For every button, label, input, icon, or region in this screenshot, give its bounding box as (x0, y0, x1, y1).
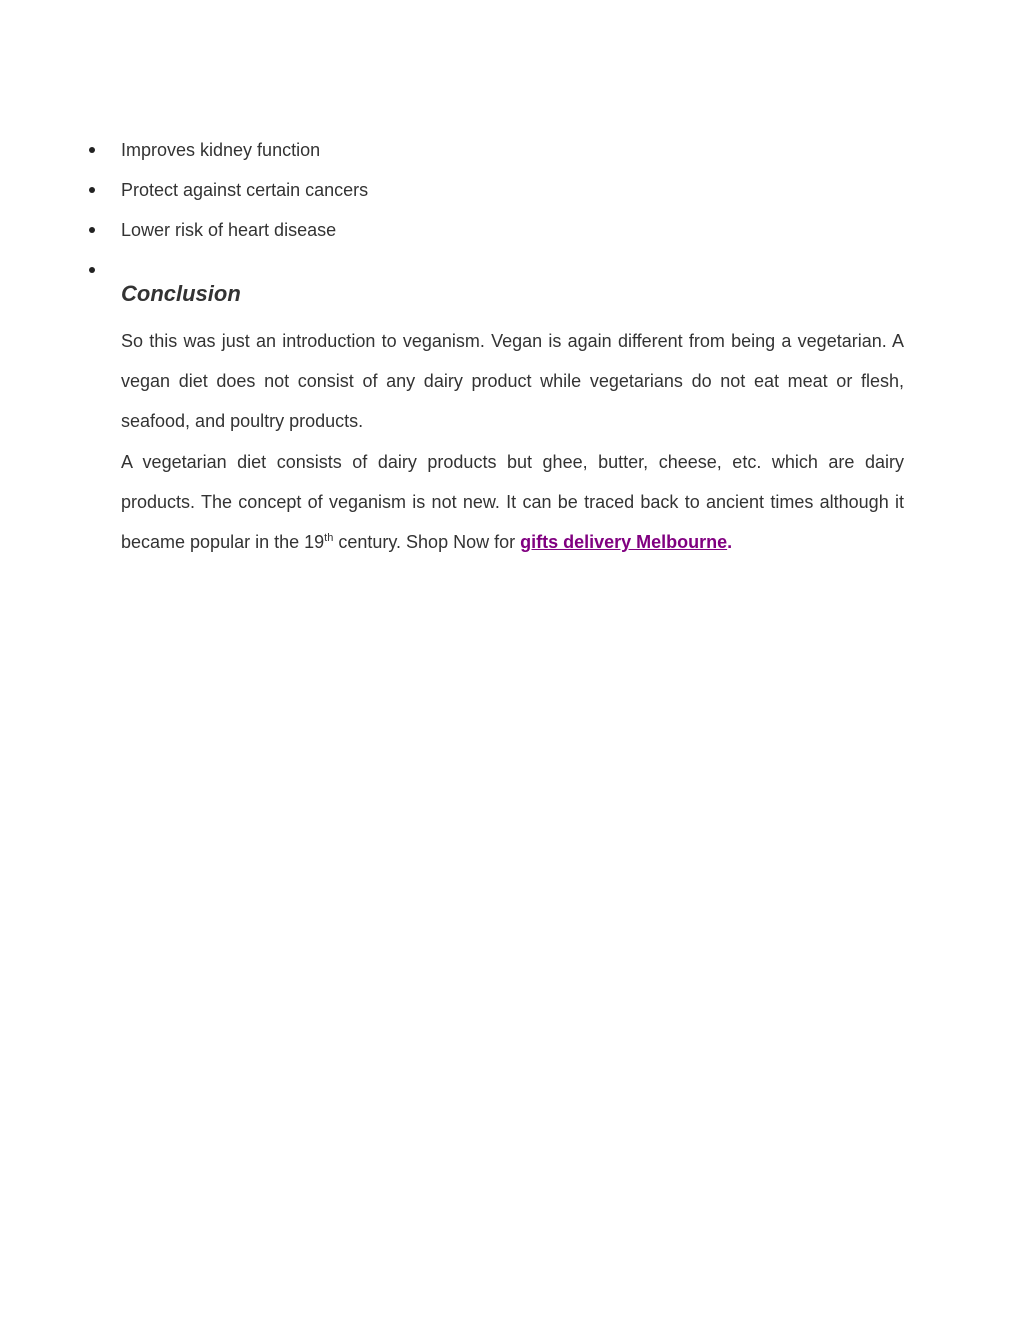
section-heading: Conclusion (121, 281, 241, 306)
link-trailing-period: . (727, 532, 733, 553)
list-item (0, 176, 1024, 216)
paragraph: So this was just an introduction to veganism. Vegan is again different from being a vegetarian. A vegan diet does not consist of any dairy product while vegetarians do not eat meat or flesh, seafood, and poultry products. (121, 331, 904, 432)
paragraph (121, 442, 904, 563)
list-item (0, 136, 1024, 176)
list-item-text: Improves kidney function (121, 140, 321, 160)
paragraph-text: century. Shop Now for (333, 532, 521, 553)
list-item-text: Protect against certain cancers (121, 180, 369, 200)
bullet-icon (89, 187, 95, 193)
gifts-delivery-link[interactable]: gifts delivery Melbourne (520, 532, 728, 553)
list-item (0, 216, 1024, 256)
paragraph-text: A vegetarian diet consists of dairy products but ghee, butter, cheese, etc. which are dairy products. The concept of veganism is not new. It can be traced back to ancient times although it became popular in the 19 (121, 451, 904, 553)
bullet-icon (89, 267, 95, 273)
bullet-icon (89, 147, 95, 153)
superscript: th (324, 532, 334, 545)
conclusion-section (121, 279, 904, 562)
bullet-icon (89, 227, 95, 233)
list-item-text: Lower risk of heart disease (121, 220, 337, 240)
benefits-list (0, 136, 1024, 296)
